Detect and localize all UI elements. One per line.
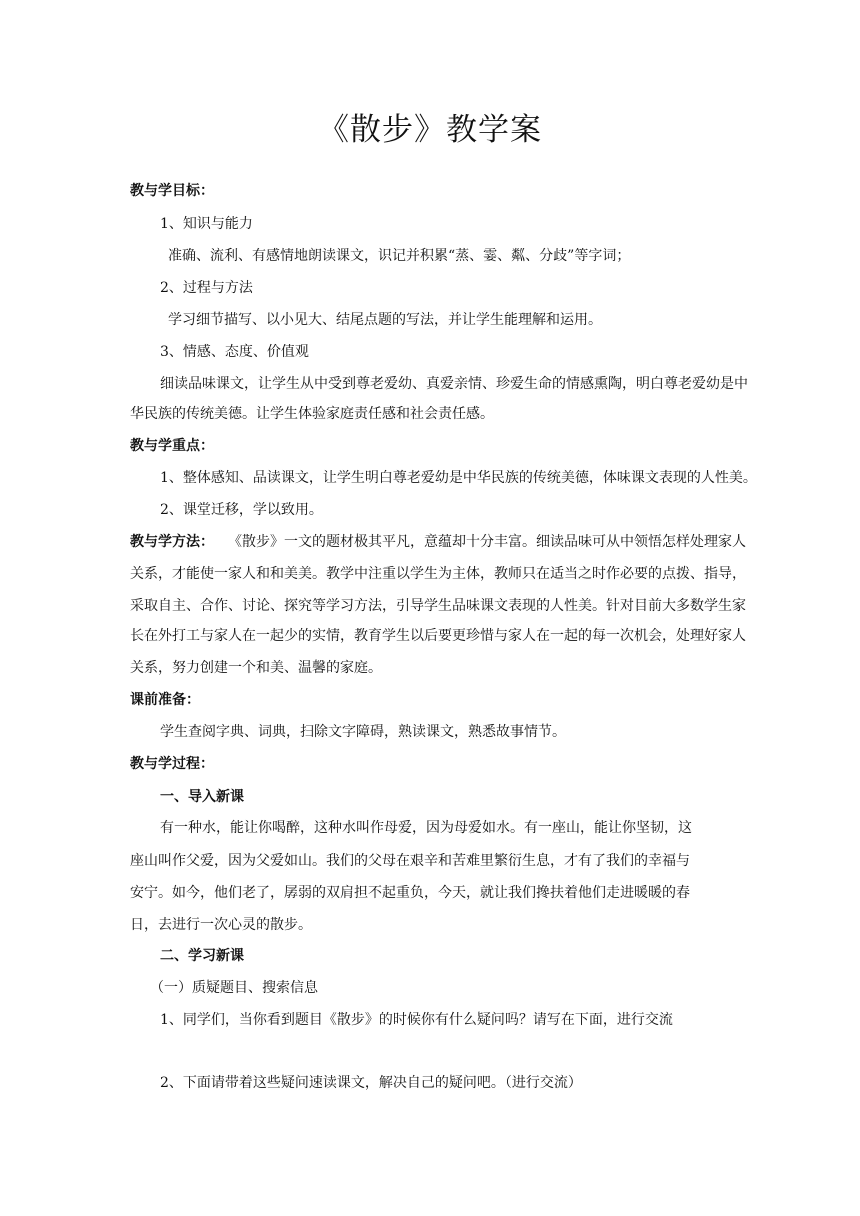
methods-line: 长在外打工与家人在一起少的实情，教育学生以后要更珍惜与家人在一起的每一次机会，处理好家人 [130,628,746,644]
methods-line: 《散步》一文的题材极其平凡，意蕴却十分丰富。细读品味可从中领悟怎样处理家人 [228,534,746,550]
section-heading: 二、学习新课 [160,948,244,964]
methods-line: 关系，才能使一家人和和美美。教学中注重以学生为主体，教师只在适当之时作必要的点拨、指导， [130,566,746,582]
goal-item: 细读品味课文，让学生从中受到尊老爱幼、真爱亲情、珍爱生命的情感熏陶，明白尊老爱幼是中 [160,376,748,392]
methods-line: 采取自主、合作、讨论、探究等学习方法，引导学生品味课文表现的人性美。针对目前大多数学生家 [130,598,746,614]
methods-heading: 教与学方法： [130,534,214,550]
goal-item: 2、过程与方法 [160,280,253,296]
methods-line: 关系，努力创建一个和美、温馨的家庭。 [130,660,382,676]
section-paragraph-line: 座山叫作父爱，因为父爱如山。我们的父母在艰辛和苦难里繁衍生息，才有了我们的幸福与 [130,853,690,869]
section-paragraph-line: 日，去进行一次心灵的散步。 [130,917,312,933]
key-point-item: 1、整体感知、品读课文，让学生明白尊老爱幼是中华民族的传统美德，体味课文表现的人性美。 [160,470,757,486]
subsection-heading: （一）质疑题目、搜索信息 [150,980,318,996]
key-points-heading: 教与学重点： [130,438,214,454]
question-item: 1、同学们，当你看到题目《散步》的时候你有什么疑问吗？请写在下面，进行交流 [160,1012,673,1028]
preparation-text: 学生查阅字典、词典，扫除文字障碍，熟读课文，熟悉故事情节。 [160,724,566,740]
question-item: 2、下面请带着这些疑问速读课文，解决自己的疑问吧。（进行交流） [160,1075,582,1091]
preparation-heading: 课前准备： [130,692,200,708]
goals-heading: 教与学目标： [130,183,214,199]
process-heading: 教与学过程： [130,756,214,772]
section-heading: 一、导入新课 [160,789,244,805]
goal-item: 3、情感、态度、价值观 [160,344,309,360]
key-point-item: 2、课堂迁移，学以致用。 [160,502,323,518]
goal-item: 1、知识与能力 [160,216,253,232]
goal-item: 准确、流利、有感情地朗读课文，识记并积累“蒸、霎、粼、分歧”等字词； [168,248,631,264]
section-paragraph-line: 安宁。如今，他们老了，孱弱的双肩担不起重负，今天，就让我们搀扶着他们走进暖暖的春 [130,885,690,901]
document-title: 《散步》教学案 [318,112,542,148]
goal-item: 学习细节描写、以小见大、结尾点题的写法，并让学生能理解和运用。 [168,312,602,328]
section-paragraph-line: 有一种水，能让你喝醉，这种水叫作母爱，因为母爱如水。有一座山，能让你坚韧，这 [160,820,692,836]
goal-item: 华民族的传统美德。让学生体验家庭责任感和社会责任感。 [130,406,494,422]
